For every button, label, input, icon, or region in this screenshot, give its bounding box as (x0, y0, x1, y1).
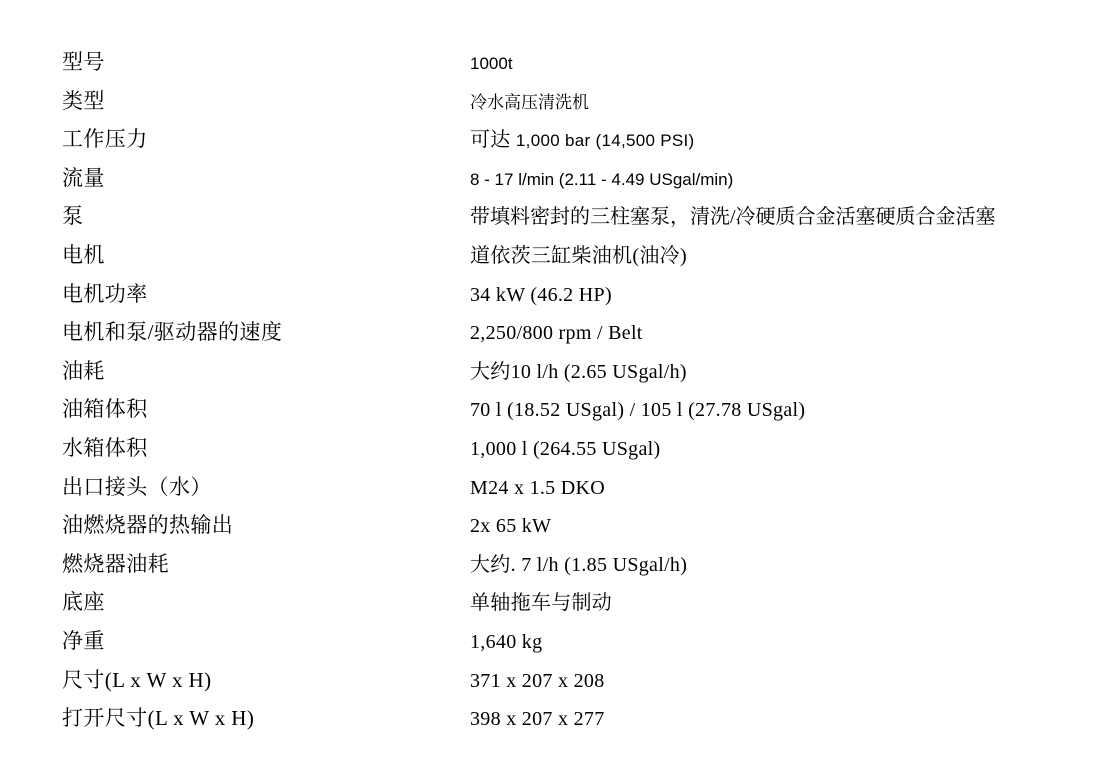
spec-value: 8 - 17 l/min (2.11 - 4.49 USgal/min) (470, 169, 734, 189)
spec-label: 油箱体积 (62, 397, 148, 422)
spec-label: 油燃烧器的热输出 (62, 513, 234, 538)
spec-label: 电机功率 (62, 281, 148, 306)
table-row (62, 85, 1102, 124)
table-row (62, 509, 1102, 548)
spec-label: 净重 (62, 628, 105, 653)
spec-value: 1,000 l (264.55 USgal) (470, 437, 661, 460)
spec-label: 底座 (62, 590, 105, 615)
table-row (62, 393, 1102, 432)
spec-value: 单轴拖车与制动 (470, 592, 613, 615)
spec-label: 出口接头（水） (62, 474, 212, 499)
spec-label: 打开尺寸(L x W x H) (62, 706, 255, 731)
table-row (62, 664, 1102, 703)
spec-value: 2,250/800 rpm / Belt (470, 322, 643, 345)
spec-value: 带填料密封的三柱塞泵，清洗/冷硬质合金活塞硬质合金活塞 (470, 206, 996, 229)
spec-value: 70 l (18.52 USgal) / 105 l (27.78 USgal) (470, 399, 806, 422)
table-row (62, 702, 1102, 741)
spec-value-number: 1,000 bar (14,500 PSI) (515, 131, 695, 151)
spec-value: 冷水高压清洗机 (470, 92, 589, 112)
spec-label: 电机 (62, 242, 105, 267)
table-row (62, 625, 1102, 664)
spec-label: 燃烧器油耗 (62, 551, 169, 576)
spec-label: 工作压力 (62, 127, 148, 152)
spec-value-prefix: 可达 (470, 129, 511, 152)
spec-value: 34 kW (46.2 HP) (470, 283, 612, 306)
spec-value: 2x 65 kW (470, 515, 552, 538)
spec-value: 大约10 l/h (2.65 USgal/h) (470, 360, 687, 383)
table-row (62, 586, 1102, 625)
spec-label: 尺寸(L x W x H) (62, 667, 212, 692)
table-row (62, 278, 1102, 317)
spec-label: 泵 (62, 204, 84, 229)
table-row (62, 46, 1102, 85)
spec-value: 1,640 kg (470, 630, 543, 653)
spec-label: 类型 (62, 88, 105, 113)
spec-label: 水箱体积 (62, 435, 148, 460)
spec-value: 1000t (470, 54, 513, 73)
specification-table (62, 46, 1102, 741)
spec-label: 型号 (62, 50, 105, 74)
spec-label: 油耗 (62, 358, 105, 383)
spec-value (470, 123, 1102, 162)
spec-value: M24 x 1.5 DKO (470, 476, 606, 499)
table-row (62, 123, 1102, 162)
spec-value: 371 x 207 x 208 (470, 669, 605, 692)
spec-value: 大约. 7 l/h (1.85 USgal/h) (470, 553, 688, 576)
table-row (62, 355, 1102, 394)
spec-label: 流量 (62, 165, 105, 190)
table-row (62, 471, 1102, 510)
table-row (62, 432, 1102, 471)
table-row (62, 200, 1102, 239)
spec-label: 电机和泵/驱动器的速度 (62, 320, 283, 345)
table-row (62, 316, 1102, 355)
table-row (62, 239, 1102, 278)
table-row (62, 548, 1102, 587)
table-row (62, 162, 1102, 201)
spec-value: 道依茨三缸柴油机(油冷) (470, 244, 687, 267)
spec-value: 398 x 207 x 277 (470, 708, 605, 731)
